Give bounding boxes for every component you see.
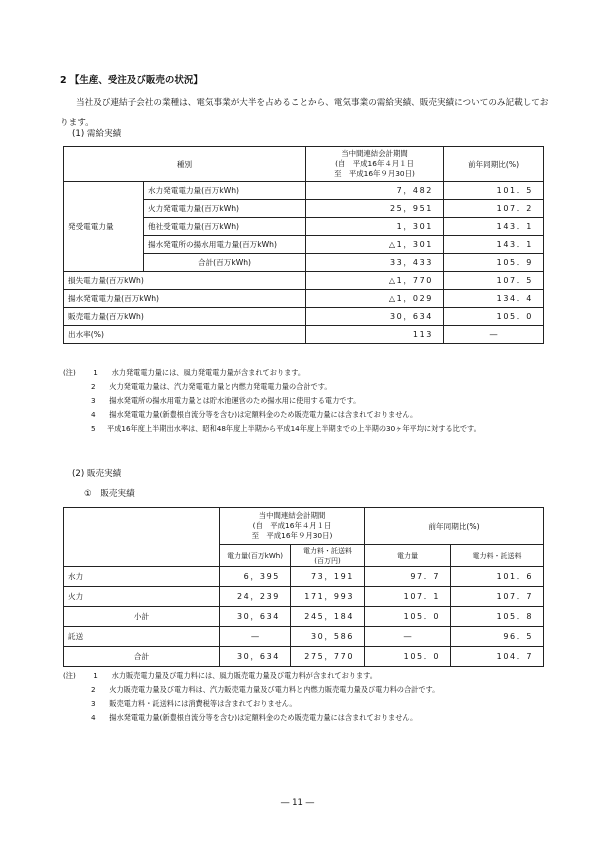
sales-notes [63,669,545,725]
row-label: 小計 [64,607,220,627]
row-label: 出水率(%) [64,326,306,344]
note-item: (注) 1 水力販売電力量及び電力料には、風力販売電力量及び電力料が含まれております。 [63,669,545,683]
row-value: 7，482 [306,182,444,200]
row-yoy: 134．4 [444,290,544,308]
header-period [306,147,444,182]
note-item: 2 火力発電電力量は、汽力発電電力量と内燃力発電電力量の合計です。 [91,382,332,391]
supply-table [63,146,544,344]
row-value: 33，433 [306,254,444,272]
table-row [64,272,544,290]
table-row [64,182,544,200]
row-yoy: 107．2 [444,200,544,218]
row-yoy: ― [444,326,544,344]
header-yoy: 前年同期比(%) [365,508,544,545]
note-item: (注) 1 水力発電電力量には、風力発電電力量が含まれております。 [63,366,545,380]
note-item: 2 火力販売電力量及び電力料は、汽力販売電力量及び電力料と内燃力販売電力量及び電力料の合計です。 [91,685,440,694]
notes-label: (注) [63,368,76,377]
intro-text: 当社及び連結子会社の業種は、電気事業が大半を占めることから、電気事業の需給実績、販売実績についてのみ記載しております。 [60,98,549,128]
period-line-1: 当中間連結会計期間 [258,511,326,520]
row-label: 揚水発電電力量(百万kWh) [64,290,306,308]
period-line-3: 至 平成16年９月30日) [251,531,333,540]
header-period [220,508,365,545]
row-label: 揚水発電所の揚水用電力量(百万kWh) [144,236,306,254]
table-row: 託送 ― 30，586 ― 96．5 [64,627,544,647]
table-row: 水力 6，395 73，191 97．7 101．6 [64,567,544,587]
row-value: 25，951 [306,200,444,218]
supply-header-row [64,147,544,182]
row-yoy: 101．5 [444,182,544,200]
table-row: 小計 30，634 245，184 105．0 105．8 [64,607,544,627]
row-yoy: 143．1 [444,218,544,236]
row-label: 合計 [64,647,220,667]
sales-table [63,507,544,667]
table-row [64,326,544,344]
sales-subheading: ① 販売実績 [84,489,135,499]
row-value: △1，029 [306,290,444,308]
row-label: 水力発電電力量(百万kWh) [144,182,306,200]
row-yoy: 105．9 [444,254,544,272]
period-line-3: 至 平成16年９月30日) [334,169,415,178]
header-c4: 電力料・託送料 [451,545,544,567]
row-label: 販売電力量(百万kWh) [64,308,306,326]
header-kind: 種別 [64,147,306,182]
header-blank [64,508,220,567]
supply-heading: (1) 需給実績 [72,129,122,139]
header-c1: 電力量(百万kWh) [220,545,291,567]
period-line-2: (自 平成16年４月１日 [252,521,332,530]
row-label: 火力発電電力量(百万kWh) [144,200,306,218]
row-value: 1，301 [306,218,444,236]
row-value: 30，634 [306,308,444,326]
note-item: 3 揚水発電所の揚水用電力量とは貯水池運営のため揚水用に使用する電力です。 [91,396,361,405]
note-item: 4 揚水発電電力量(新豊根自流分等を含む)は定額料金のため販売電力量には含まれておりません。 [91,410,418,419]
row-label: 火力 [64,587,220,607]
row-label: 他社受電電力量(百万kWh) [144,218,306,236]
table-row [64,308,544,326]
header-c3: 電力量 [365,545,451,567]
row-label: 水力 [64,567,220,587]
row-value: △1，770 [306,272,444,290]
row-yoy: 105．0 [444,308,544,326]
table-row: 合計 30，634 275，770 105．0 104．7 [64,647,544,667]
row-value: 113 [306,326,444,344]
supply-notes [63,366,545,436]
header-yoy: 前年同期比(%) [444,147,544,182]
note-item: 3 販売電力料・託送料には消費税等は含まれておりません。 [91,699,297,708]
header-c2: 電力料・託送料 (百万円) [291,545,365,567]
sales-header-row [64,508,544,545]
sales-heading: (2) 販売実績 [72,469,122,479]
page-number: ― 11 ― [280,798,315,808]
note-item: 4 揚水発電電力量(新豊根自流分等を含む)は定額料金のため販売電力量には含まれておりません。 [91,713,418,722]
notes-label: (注) [63,671,76,680]
section-title: 2 【生産、受注及び販売の状況】 [60,75,203,86]
note-item: 5 平成16年度上半期出水率は、昭和48年度上半期から平成14年度上半期までの上半期の30ヶ年平均に対する比です。 [91,424,481,433]
row-label: 託送 [64,627,220,647]
table-row [64,290,544,308]
table-row: 火力 24，239 171，993 107．1 107．7 [64,587,544,607]
row-yoy: 143．1 [444,236,544,254]
row-value: △1，301 [306,236,444,254]
row-label: 損失電力量(百万kWh) [64,272,306,290]
period-line-1: 当中間連結会計期間 [341,149,408,158]
period-line-2: (自 平成16年４月１日 [335,159,414,168]
row-yoy: 107．5 [444,272,544,290]
group-label: 発受電電力量 [64,182,144,272]
row-label: 合計(百万kWh) [144,254,306,272]
